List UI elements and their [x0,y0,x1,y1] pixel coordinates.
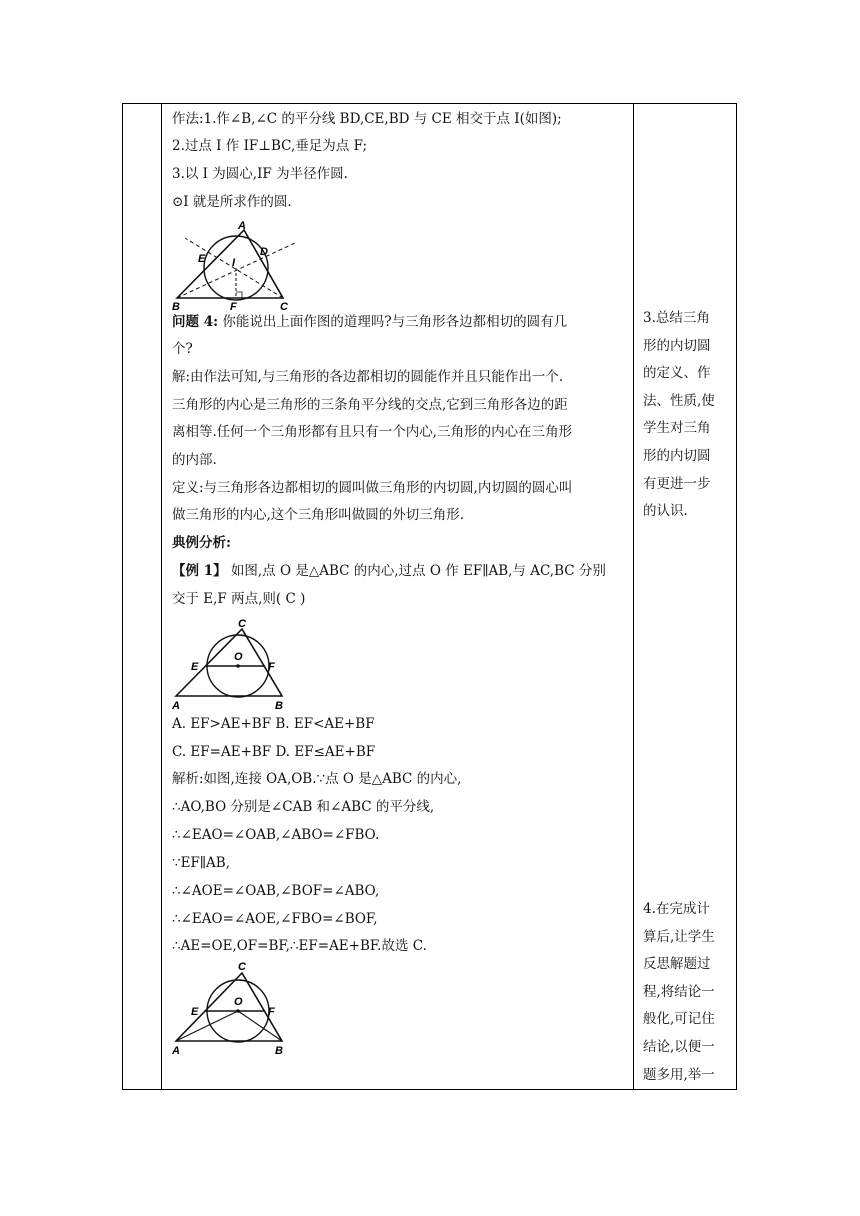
analysis-line-7: ∴AE=OE,OF=BF,∴EF=AE+BF.故选 C. [172,938,427,954]
side-note-3-line: 法、性质,使 [643,392,715,409]
fig3-center-o [236,1009,240,1013]
options-line-1: A. EF>AE+BF B. EF<AE+BF [172,716,375,732]
solution-line-3: 离相等.任何一个三角形都有且只有一个内心,三角形的内心在三角形 [172,424,573,440]
side-note-4-line: 反思解题过 [643,956,711,973]
fig3-label-b: B [275,1045,283,1057]
table-right-border [736,103,737,1090]
analysis-line-3: ∴∠EAO=∠OAB,∠ABO=∠FBO. [172,827,380,843]
analysis-line-5: ∴∠AOE=∠OAB,∠BOF=∠ABO, [172,883,380,899]
fig1-label-d: D [260,246,268,258]
fig1-label-i: I [232,257,236,269]
figure-example-1-solution [172,953,297,1058]
fig2-label-a: A [172,700,180,712]
side-note-3-line: 形的内切圆 [643,447,711,464]
fig1-label-c: C [280,301,288,313]
example-1-tag: 【例 1】 [172,563,227,579]
fig2-label-o: O [234,651,243,663]
figure-incircle-construction [172,218,312,313]
analysis-line-4: ∵EF∥AB, [172,855,231,871]
example-heading: 典例分析: [172,535,231,551]
example-1-text-1: 如图,点 O 是△ABC 的内心,过点 O 作 EF∥AB,与 AC,BC 分别 [230,563,606,579]
analysis-line-1: 解析:如图,连接 OA,OB.∵点 O 是△ABC 的内心, [172,771,462,787]
question-4-line-2: 个? [172,341,193,357]
method-line-1: 作法:1.作∠B,∠C 的平分线 BD,CE,BD 与 CE 相交于点 I(如图); [172,111,562,127]
figure-example-1 [172,613,297,713]
analysis-line-6: ∴∠EAO=∠AOE,∠FBO=∠BOF, [172,911,378,927]
table-col-divider-1 [161,103,162,1090]
fig2-label-e: E [191,661,199,673]
fig3-label-c: C [238,961,246,973]
fig1-label-a: A [238,220,246,232]
side-note-3-line: 的定义、作 [643,365,711,382]
side-note-3-line: 有更进一步 [643,475,711,492]
question-4 [172,313,567,331]
fig2-label-b: B [275,700,283,712]
fig1-label-b: B [172,301,180,313]
side-note-4-line: 4.在完成计 [643,901,710,917]
fig2-center-o [236,664,240,668]
table-top-border [122,103,737,104]
fig1-label-f: F [230,301,237,313]
question-4-text-1: 你能说出上面作图的道理吗?与三角形各边都相切的圆有几 [222,314,568,330]
fig3-label-a: A [172,1045,180,1057]
solution-line-2: 三角形的内心是三角形的三条角平分线的交点,它到三角形各边的距 [172,397,568,413]
side-note-3-line: 的认识. [643,503,688,520]
method-line-4: ⊙I 就是所求作的圆. [172,194,292,210]
options-line-2: C. EF=AE+BF D. EF≤AE+BF [172,744,376,760]
fig3-segment-ob [238,1011,282,1041]
side-note-4-line: 结论,以便一 [643,1038,715,1055]
fig3-label-e: E [191,1006,199,1018]
side-note-4-line: 般化,可记住 [643,1011,715,1028]
example-1-line-2: 交于 E,F 两点,则( C ) [172,591,306,607]
question-4-label: 问题 4: [172,314,219,330]
fig3-label-o: O [234,996,243,1008]
method-line-3: 3.以 I 为圆心,IF 为半径作圆. [172,166,348,182]
definition-line-1: 定义:与三角形各边都相切的圆叫做三角形的内切圆,内切圆的圆心叫 [172,480,573,496]
side-note-4 [643,896,733,1089]
definition-line-2: 做三角形的内心,这个三角形叫做圆的外切三角形. [172,507,465,523]
fig3-label-f: F [268,1006,275,1018]
side-note-4-line: 程,将结论一 [643,983,715,1000]
side-note-3-line: 学生对三角 [643,420,711,437]
solution-line-1: 解:由作法可知,与三角形的各边都相切的圆能作并且只能作出一个. [172,369,564,385]
side-note-3-line: 形的内切圆 [643,337,711,354]
table-col-divider-2 [633,103,634,1090]
example-1-line-1 [172,562,606,580]
solution-line-4: 的内部. [172,452,217,468]
fig1-label-e: E [198,253,206,265]
fig2-label-f: F [268,661,275,673]
table-left-border [122,103,123,1090]
method-line-2: 2.过点 I 作 IF⊥BC,垂足为点 F; [172,138,368,154]
side-note-3-line: 3.总结三角 [643,310,710,326]
side-note-4-line: 算后,让学生 [643,928,715,945]
side-note-3 [643,305,733,526]
fig1-right-angle-mark [236,292,242,298]
analysis-line-2: ∴AO,BO 分别是∠CAB 和∠ABC 的平分线, [172,799,435,815]
side-note-4-line: 题多用,举一 [643,1066,715,1083]
fig2-label-c: C [238,618,246,630]
